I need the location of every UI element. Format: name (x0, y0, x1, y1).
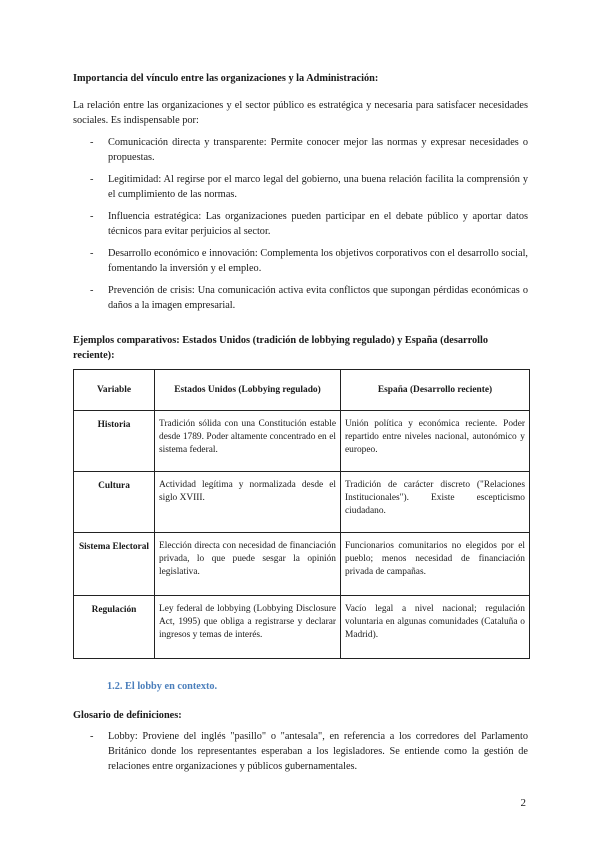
bullet-dash: - (90, 285, 94, 296)
header-estados-unidos: Estados Unidos (Lobbying regulado) (155, 370, 341, 411)
row-variable: Regulación (74, 596, 155, 659)
list-item (90, 729, 528, 774)
section-title: 1.2. El lobby en contexto. (107, 681, 218, 692)
list-item (90, 172, 528, 202)
row-variable: Historia (74, 411, 155, 472)
bullet-dash: - (90, 211, 94, 222)
cell-us: Actividad legítima y normalizada desde el siglo XVIII. (155, 472, 341, 533)
list-item-text: Prevención de crisis: Una comunicación activa evita conflictos que supongan pérdidas económicas o daños a la imagen empresarial. (108, 285, 528, 311)
page-number: 2 (520, 797, 526, 809)
reasons-list (90, 135, 528, 320)
table-row (74, 596, 530, 659)
bullet-dash: - (90, 137, 94, 148)
table-row (74, 533, 530, 596)
list-item (90, 246, 528, 276)
cell-es: Vacío legal a nivel nacional; regulación voluntaria en algunas comunidades (Cataluña o Madrid). (341, 596, 530, 659)
list-item-text: Influencia estratégica: Las organizaciones pueden participar en el debate público y aportar datos técnicos para evitar perjuicios al sector. (108, 211, 528, 237)
list-item (90, 283, 528, 313)
table-header-row (74, 370, 530, 411)
heading-importancia: Importancia del vínculo entre las organizaciones y la Administración: (73, 73, 379, 84)
list-item-text: Legitimidad: Al regirse por el marco legal del gobierno, una buena relación facilita la comprensión y el cumplimiento de las normas. (108, 174, 528, 200)
list-item-text: Lobby: Proviene del inglés "pasillo" o "antesala", en referencia a los corredores del Parlamento Británico donde los representantes esperaban a los legisladores. Se entiende como la gestión de relaciones entre organizaciones y públicos gubernamentales. (108, 731, 528, 772)
heading-glosario: Glosario de definiciones: (73, 710, 182, 721)
list-item (90, 135, 528, 165)
list-item-text: Desarrollo económico e innovación: Complementa los objetivos corporativos con el desarrollo social, fomentando la inversión y el empleo. (108, 248, 528, 274)
heading-ejemplos: Ejemplos comparativos: Estados Unidos (tradición de lobbying regulado) y España (desarrollo reciente): (73, 335, 488, 361)
intro-paragraph: La relación entre las organizaciones y el sector público es estratégica y necesaria para satisfacer necesidades sociales. Es indispensable por: (73, 100, 528, 126)
cell-es: Funcionarios comunitarios no elegidos por el pueblo; menos necesidad de financiación privada de campañas. (341, 533, 530, 596)
comparison-table (73, 369, 530, 659)
list-item (90, 209, 528, 239)
cell-us: Elección directa con necesidad de financiación privada, lo que puede sesgar la opinión legislativa. (155, 533, 341, 596)
bullet-dash: - (90, 731, 94, 742)
glossary-list (90, 729, 528, 781)
list-item-text: Comunicación directa y transparente: Permite conocer mejor las normas y expresar necesidades o propuestas. (108, 137, 528, 163)
table-row (74, 411, 530, 472)
bullet-dash: - (90, 174, 94, 185)
row-variable: Sistema Electoral (74, 533, 155, 596)
header-variable: Variable (74, 370, 155, 411)
header-espana: España (Desarrollo reciente) (341, 370, 530, 411)
table-row (74, 472, 530, 533)
cell-us: Tradición sólida con una Constitución estable desde 1789. Poder altamente concentrado en el sistema federal. (155, 411, 341, 472)
row-variable: Cultura (74, 472, 155, 533)
bullet-dash: - (90, 248, 94, 259)
cell-us: Ley federal de lobbying (Lobbying Disclosure Act, 1995) que obliga a registrarse y declarar ingresos y temas de interés. (155, 596, 341, 659)
cell-es: Unión política y económica reciente. Poder repartido entre niveles nacional, autonómico y europeo. (341, 411, 530, 472)
cell-es: Tradición de carácter discreto ("Relaciones Institucionales"). Existe escepticismo ciudadano. (341, 472, 530, 533)
